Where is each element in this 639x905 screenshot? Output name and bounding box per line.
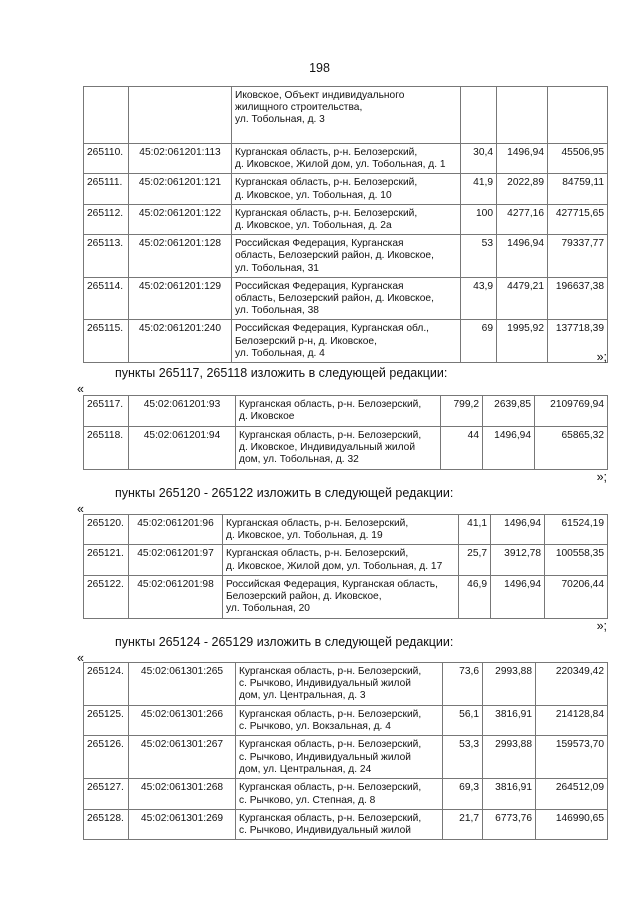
area: 44 [441,427,483,470]
table-row [84,736,608,779]
area: 799,2 [441,396,483,427]
address: Курганская область, р-н. Белозерский, д. Иковское, Индивидуальный жилой дом, ул. Тобольная, д. 32 [236,427,441,470]
rate: 1496,94 [497,144,548,174]
amendment-paragraph: пункты 265124 - 265129 изложить в следующей редакции: [115,635,454,649]
row-number: 265128. [84,809,129,839]
table-row [84,809,608,839]
cadastral-number: 45:02:061201:96 [129,515,223,545]
rate: 1496,94 [497,235,548,278]
table-row [84,515,608,545]
address: Курганская область, р-н. Белозерский, с. Рычково, ул. Вокзальная, д. 4 [236,706,443,736]
cadastral-number: 45:02:061201:97 [129,545,223,575]
rate: 6773,76 [483,809,536,839]
area: 56,1 [443,706,483,736]
cadastral-number: 45:02:061201:93 [129,396,236,427]
cadastral-number: 45:02:061201:240 [129,320,232,363]
address: Курганская область, р-н. Белозерский, д. Иковское, ул. Тобольная, д. 10 [232,174,461,204]
address: Российская Федерация, Курганская область, Белозерский район, д. Иковское, ул. Тобольная, 20 [223,575,459,618]
cost: 137718,39 [548,320,608,363]
rate: 1496,94 [491,575,545,618]
area: 43,9 [461,277,497,320]
cadastral-number: 45:02:061301:268 [129,779,236,809]
table-row [84,235,608,278]
rate: 2022,89 [497,174,548,204]
row-number: 265115. [84,320,129,363]
closing-quote: »; [596,619,607,633]
area: 69 [461,320,497,363]
area: 53,3 [443,736,483,779]
area: 30,4 [461,144,497,174]
rate: 4277,16 [497,204,548,234]
row-number: 265127. [84,779,129,809]
table-row [84,277,608,320]
row-number: 265110. [84,144,129,174]
amendment-paragraph: пункты 265117, 265118 изложить в следующей редакции: [115,366,448,380]
rate: 1496,94 [483,427,535,470]
cadastral-number: 45:02:061301:265 [129,663,236,706]
address: Курганская область, р-н. Белозерский, с. Рычково, ул. Степная, д. 8 [236,779,443,809]
address: Курганская область, р-н. Белозерский, с. Рычково, Индивидуальный жилой [236,809,443,839]
cadastral-number: 45:02:061201:121 [129,174,232,204]
cost: 427715,65 [548,204,608,234]
registry-table-1 [83,86,608,363]
page-number: 198 [309,61,330,75]
table-row [84,204,608,234]
cost: 220349,42 [536,663,608,706]
rate: 2993,88 [483,663,536,706]
rate [497,87,548,144]
rate: 1496,94 [491,515,545,545]
cost: 196637,38 [548,277,608,320]
rate: 2993,88 [483,736,536,779]
cost: 84759,11 [548,174,608,204]
rate: 2639,85 [483,396,535,427]
rate: 3816,91 [483,779,536,809]
area: 100 [461,204,497,234]
rate: 3912,78 [491,545,545,575]
row-number: 265114. [84,277,129,320]
cadastral-number: 45:02:061201:122 [129,204,232,234]
rate: 3816,91 [483,706,536,736]
row-number: 265126. [84,736,129,779]
rate: 4479,21 [497,277,548,320]
registry-table-3 [83,514,608,619]
table-row [84,779,608,809]
cost: 2109769,94 [535,396,608,427]
area: 69,3 [443,779,483,809]
area: 41,9 [461,174,497,204]
row-number: 265118. [84,427,129,470]
rate: 1995,92 [497,320,548,363]
cadastral-number: 45:02:061301:267 [129,736,236,779]
opening-quote: « [77,382,84,396]
table-row [84,320,608,363]
opening-quote: « [77,651,84,665]
table-row [84,174,608,204]
cost: 45506,95 [548,144,608,174]
cost [548,87,608,144]
row-number: 265125. [84,706,129,736]
address: Курганская область, р-н. Белозерский, д. Иковское, ул. Тобольная, д. 2а [232,204,461,234]
row-number: 265111. [84,174,129,204]
address: Курганская область, р-н. Белозерский, с. Рычково, Индивидуальный жилой дом, ул. Центральная, д. 24 [236,736,443,779]
address: Российская Федерация, Курганская область, Белозерский район, д. Иковское, ул. Тобольная, 31 [232,235,461,278]
table-row [84,87,608,144]
table-row [84,575,608,618]
row-number: 265124. [84,663,129,706]
area: 73,6 [443,663,483,706]
address: Курганская область, р-н. Белозерский, д. Иковское, Жилой дом, ул. Тобольная, д. 17 [223,545,459,575]
area: 41,1 [459,515,491,545]
address: Курганская область, р-н. Белозерский, д. Иковское, ул. Тобольная, д. 19 [223,515,459,545]
cadastral-number: 45:02:061201:98 [129,575,223,618]
cadastral-number: 45:02:061301:266 [129,706,236,736]
table-row [84,663,608,706]
table-row [84,545,608,575]
row-number: 265112. [84,204,129,234]
cost: 159573,70 [536,736,608,779]
area: 25,7 [459,545,491,575]
cost: 264512,09 [536,779,608,809]
address: Курганская область, р-н. Белозерский, д. Иковское, Жилой дом, ул. Тобольная, д. 1 [232,144,461,174]
cadastral-number: 45:02:061201:129 [129,277,232,320]
area [461,87,497,144]
table-row [84,427,608,470]
cadastral-number: 45:02:061301:269 [129,809,236,839]
address: Российская Федерация, Курганская область, Белозерский район, д. Иковское, ул. Тобольная, 38 [232,277,461,320]
cadastral-number: 45:02:061201:94 [129,427,236,470]
cost: 70206,44 [545,575,608,618]
closing-quote: »; [596,470,607,484]
opening-quote: « [77,502,84,516]
registry-table-2 [83,395,608,470]
row-number: 265117. [84,396,129,427]
area: 53 [461,235,497,278]
cadastral-number: 45:02:061201:128 [129,235,232,278]
amendment-paragraph: пункты 265120 - 265122 изложить в следующей редакции: [115,486,454,500]
row-number: 265122. [84,575,129,618]
registry-table-4 [83,662,608,840]
cost: 65865,32 [535,427,608,470]
cost: 214128,84 [536,706,608,736]
cost: 79337,77 [548,235,608,278]
area: 21,7 [443,809,483,839]
row-number: 265121. [84,545,129,575]
table-row [84,396,608,427]
cadastral-number: 45:02:061201:113 [129,144,232,174]
table-row [84,144,608,174]
address: Курганская область, р-н. Белозерский, д. Иковское [236,396,441,427]
cost: 100558,35 [545,545,608,575]
table-row [84,706,608,736]
address: Иковское, Объект индивидуального жилищного строительства, ул. Тобольная, д. 3 [232,87,461,144]
area: 46,9 [459,575,491,618]
row-number [84,87,129,144]
address: Российская Федерация, Курганская обл., Белозерский р-н, д. Иковское, ул. Тобольная, д. 4 [232,320,461,363]
cost: 61524,19 [545,515,608,545]
closing-quote: »; [596,350,607,364]
address: Курганская область, р-н. Белозерский, с. Рычково, Индивидуальный жилой дом, ул. Центральная, д. 3 [236,663,443,706]
cadastral-number [129,87,232,144]
row-number: 265120. [84,515,129,545]
row-number: 265113. [84,235,129,278]
cost: 146990,65 [536,809,608,839]
